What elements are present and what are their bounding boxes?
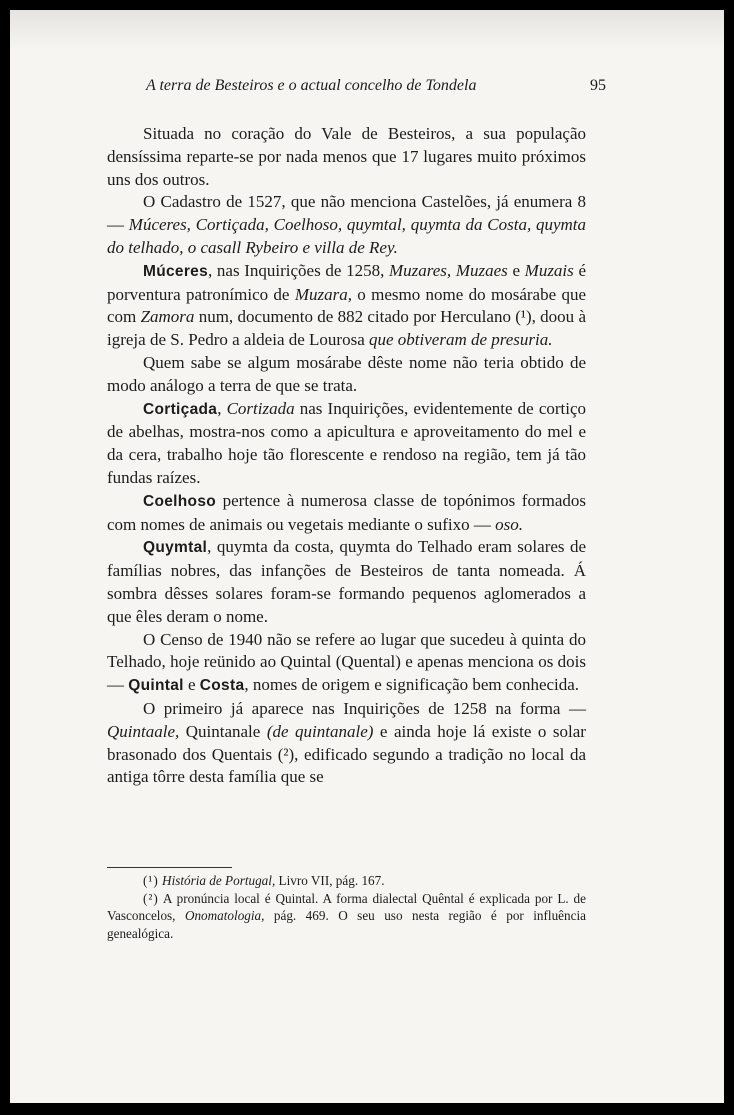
page-shading	[10, 10, 724, 50]
footnote: (¹) História de Portugal, Livro VII, pág. 167.	[143, 873, 385, 888]
headword: Cortiçada	[143, 400, 218, 418]
paragraph: Múceres, nas Inquirições de 1258, Muzares, Muzaes e Muzais é porventura patronímico de Muzara, o mesmo nome do mosárabe que com Zamora num, documento de 882 citado por Herculano (¹), doou à igreja de S. Pedro a aldeia de Lourosa que obtiveram de presuria.	[107, 260, 586, 350]
paragraph: O Censo de 1940 não se refere ao lugar que sucedeu à quinta do Telhado, hoje reünido ao Quintal (Quental) e apenas menciona os dois— Quintal e Costa, nomes de origem e significação bem conhecida.	[107, 629, 586, 695]
headword: Múceres	[143, 262, 208, 280]
body-text	[107, 123, 586, 789]
headword: Quymtal	[143, 539, 208, 557]
paragraph: O Cadastro de 1527, que não menciona Castelões, já enumera 8 — Múceres, Cortiçada, Coelhoso, quymtal, quymta da Costa, quymta do telhado, o casall Rybeiro e villa de Rey.	[107, 192, 587, 257]
paragraph: Situada no coração do Vale de Besteiros, a sua população densíssima reparte-se por nada menos que 17 lugares muito próximos uns dos outros.	[107, 124, 586, 189]
headword: Quintal	[128, 677, 184, 695]
paragraph: Quem sabe se algum mosárabe dêste nome não teria obtido de modo análogo a terra de que se trata.	[107, 352, 586, 395]
paragraph: Quymtal, quymta da costa, quymta do Telhado eram solares de famílias nobres, das infanções de Besteiros de tanta nomeada. Á sombra dêsses solares foram-se formando pequenos aglomerados a que êles deram o nome.	[107, 537, 586, 626]
headword: Costa	[199, 677, 245, 695]
running-header	[106, 77, 606, 101]
footnote: (²) A pronúncia local é Quintal. A forma dialectal Quêntal é explicada por L. de Vasconcelos, Onomatologia, pág. 469. O seu uso nesta região é por influência genealógica.	[107, 890, 587, 941]
footnotes	[107, 872, 586, 942]
paragraph: Coelhoso pertence à numerosa classe de topónimos formados com nomes de animais ou vegetais mediante o sufixo — oso.	[107, 490, 586, 534]
paragraph: O primeiro já aparece nas Inquirições de 1258 na forma — Quintaale, Quintanale (de quintanale) e ainda hoje lá existe o solar brasonado dos Quentais (²), edificado segundo a tradição no local da antiga tôrre desta família que se	[107, 698, 586, 787]
book-page	[10, 10, 724, 1103]
paragraph: Cortiçada, Cortizada nas Inquirições, evidentemente de cortiço de abelhas, mostra-nos como a apicultura e aproveitamento do mel e da cera, trabalho hoje tão florescente e rendoso na região, tem já tão fundas raízes.	[107, 398, 587, 487]
running-title: A terra de Besteiros e o actual concelho de Tondela	[146, 77, 477, 94]
footnote-divider	[107, 867, 232, 868]
headword: Coelhoso	[143, 492, 217, 510]
page-number: 95	[590, 77, 606, 94]
